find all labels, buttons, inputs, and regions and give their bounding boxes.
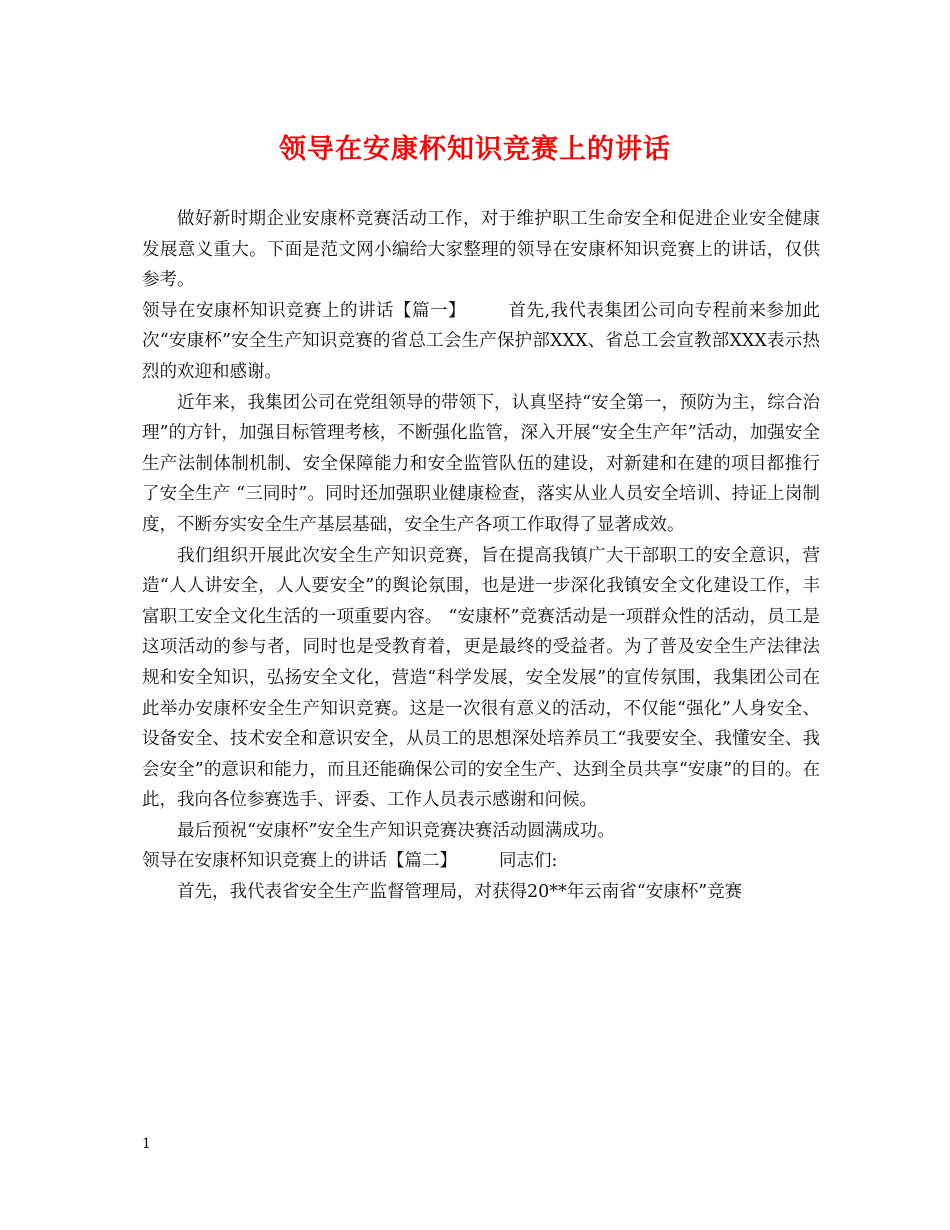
section-one-heading: 领导在安康杯知识竞赛上的讲话【篇一】 [142,300,466,321]
paragraph-section-two-opening: 首先，我代表省安全生产监督管理局，对获得20**年云南省“安康杯”竞赛 [177,882,743,903]
section-one-line [142,296,820,388]
section-two-salutation: 同志们: [499,851,558,872]
section-two-heading: 领导在安康杯知识竞赛上的讲话【篇二】 [142,851,457,872]
section-one-opening: 首先,我代表集团公司向专程前来参加此次“安康杯”安全生产知识竞赛的省总工会生产保护部XXX、省总工会宣教部XXX表示热烈的欢迎和感谢。 [142,300,820,382]
page-number: 1 [142,1136,151,1152]
intro-paragraph: 做好新时期企业安康杯竞赛活动工作，对于维护职工生命安全和促进企业安全健康发展意义重大。下面是范文网小编给大家整理的领导在安康杯知识竞赛上的讲话，仅供参考。 [142,209,820,291]
section-two-line [142,846,820,877]
document-title: 领导在安康杯知识竞赛上的讲话 [279,134,671,165]
document-body [142,204,820,908]
paragraph-competition-purpose: 我们组织开展此次安全生产知识竞赛，旨在提高我镇广大干部职工的安全意识，营造“人人讲安全，人人要安全”的舆论氛围，也是进一步深化我镇安全文化建设工作，丰富职工安全文化生活的一项重要内容。 “安康杯”竞赛活动是一项群众性的活动，员工是这项活动的参与者，同时也是受教育着，更是最终的受益者。为了普及安全生产法律法规和安全知识，弘扬安全文化，营造“科学发展，安全发展”的宣传氛围，我集团公司在此举办安康杯安全生产知识竞赛。这是一次很有意义的活动，不仅能“强化”人身安全、设备安全、技术安全和意识安全，从员工的思想深处培养员工“我要安全、我懂安全、我会安全”的意识和能力，而且还能确保公司的安全生产、达到全员共享“安康”的目的。在此，我向各位参赛选手、评委、工作人员表示感谢和问候。 [142,545,820,811]
paragraph-closing-wish: 最后预祝“安康杯”安全生产知识竞赛决赛活动圆满成功。 [177,820,615,841]
paragraph-achievements: 近年来，我集团公司在党组领导的带领下，认真坚持“安全第一，预防为主，综合治理”的方针，加强目标管理考核，不断强化监管，深入开展“安全生产年”活动，加强安全生产法制体制机制、安全保障能力和安全监管队伍的建设，对新建和在建的项目都推行了安全生产 “三同时”。同时还加强职业健康检查，落实从业人员安全培训、持证上岗制度，不断夯实安全生产基层基础，安全生产各项工作取得了显著成效。 [142,392,820,535]
